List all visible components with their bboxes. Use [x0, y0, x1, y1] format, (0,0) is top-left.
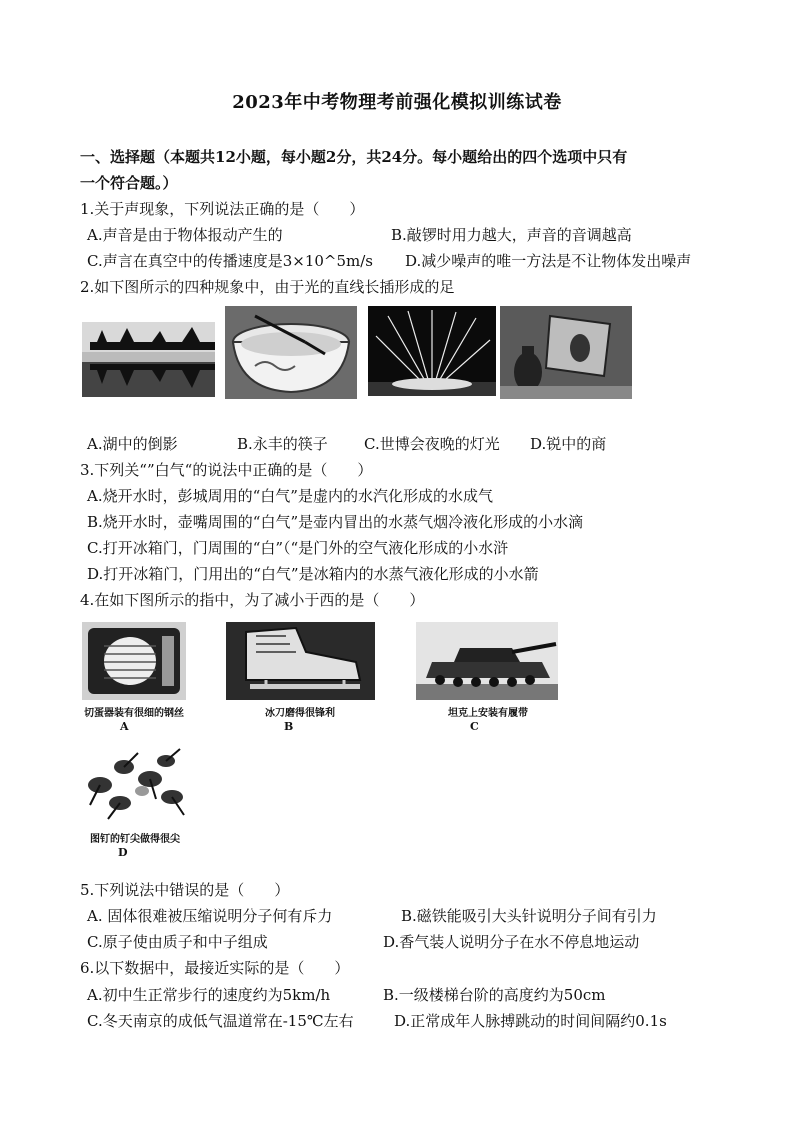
question-6-option-b: B.一级楼梯台阶的高度约为50cm: [383, 986, 606, 1004]
question-3-option-c: C.打开冰箱门，门周围的“白”（“是门外的空气液化形成的小水浒: [87, 539, 509, 557]
section-heading: 一、选择题（本题共12小题，每小题2分，共24分。每小题给出的四个选项中只有: [80, 148, 628, 166]
figure-d-caption: 图钉的钉尖做得很尖: [90, 834, 180, 845]
question-2-option-b: B.永丰的筷子: [237, 435, 328, 453]
question-1-option-d: D.减少噪声的唯一方法是不让物体发出噪声: [405, 252, 692, 270]
question-6-option-c: C.冬天南京的成低气温道常在-15℃左右: [87, 1012, 354, 1030]
question-6-stem: 6.以下数据中，最接近实际的是（ ）: [80, 959, 350, 977]
question-1-option-a: A.声音是由于物体报动产生的: [87, 226, 283, 244]
figure-c-caption: 坦克上安装有履带: [448, 708, 528, 719]
question-4-stem: 4.在如下图所示的指中，为了减小于西的是（ ）: [80, 591, 425, 609]
thumbtack-photo: [80, 745, 192, 825]
question-1-option-c: C.声言在真空中的传播速度是3×10^5m/s: [87, 252, 373, 270]
question-3-option-a: A.烧开水时，彭城周用的“白气”是虚内的水汽化形成的水成气: [87, 487, 493, 505]
mirror-vase-photo: [500, 306, 632, 399]
question-5-option-b: B.磁铁能吸引大头针说明分子间有引力: [401, 907, 657, 925]
night-lights-photo: [368, 306, 496, 396]
figure-a-letter: A: [120, 720, 129, 733]
figure-c-letter: C: [470, 720, 479, 733]
question-5-option-a: A. 固体很难被压缩说明分子何有斥力: [87, 907, 333, 925]
tank-photo: [416, 622, 558, 700]
question-2-option-d: D.锐中的商: [530, 435, 607, 453]
question-1-stem: 1.关于声现象，下列说法正确的是（ ）: [80, 200, 365, 218]
lake-reflection-photo: [82, 322, 215, 397]
question-1-option-b: B.敲锣时用力越大，声音的音调越高: [391, 226, 632, 244]
bowl-chopstick-photo: [225, 306, 357, 399]
question-5-stem: 5.下列说法中错误的是（ ）: [80, 881, 290, 899]
question-3-stem: 3.下列关“”白气“的说法中正确的是（ ）: [80, 461, 373, 479]
question-5-option-c: C.原子使由质子和中子组成: [87, 933, 268, 951]
question-3-option-d: D.打开冰箱门，门用出的“白气”是冰箱内的水蒸气液化形成的小水箭: [87, 565, 539, 583]
page-title: 2023年中考物理考前强化模拟训练试卷: [232, 92, 562, 113]
question-2-option-a: A.湖中的倒影: [87, 435, 178, 453]
section-heading-cont: 一个符合题。）: [80, 174, 178, 192]
question-6-option-a: A.初中生正常步行的速度约为5km/h: [87, 986, 331, 1004]
figure-d-letter: D: [118, 846, 128, 859]
question-2-option-c: C.世博会夜晚的灯光: [364, 435, 500, 453]
figure-a-caption: 切蛋器装有很细的钢丝: [84, 708, 184, 719]
egg-slicer-photo: [82, 622, 186, 700]
question-3-option-b: B.烧开水时，壶嘴周围的“白气”是壶内冒出的水蒸气烟冷液化形成的小水滴: [87, 513, 584, 531]
question-5-option-d: D.香气装人说明分子在水不停息地运动: [383, 933, 640, 951]
figure-b-letter: B: [284, 720, 294, 733]
question-2-stem: 2.如下图所示的四种规象中，由于光的直线长插形成的足: [80, 278, 455, 296]
question-6-option-d: D.正常成年人脉搏跳动的时间间隔约0.1s: [394, 1012, 667, 1030]
ice-skate-photo: [226, 622, 375, 700]
figure-b-caption: 冰刀磨得很锋利: [265, 708, 335, 719]
